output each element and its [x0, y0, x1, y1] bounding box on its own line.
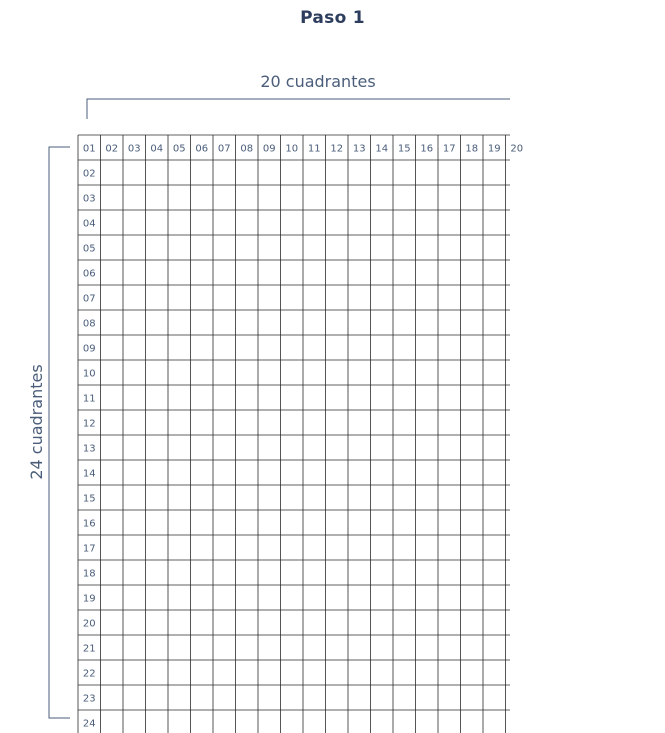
- row-headers: [83, 169, 96, 730]
- row-header-label: 20: [82, 618, 96, 630]
- column-header-label: 04: [150, 143, 164, 155]
- column-header-label: 05: [172, 143, 186, 155]
- row-header-label: 18: [82, 568, 96, 580]
- column-header-label: 13: [352, 143, 366, 155]
- column-header-label: 11: [307, 143, 321, 155]
- row-header-label: 19: [82, 593, 96, 605]
- row-header-label: 23: [82, 693, 96, 705]
- row-header-label: 12: [82, 418, 96, 430]
- rows-count-label: 24 cuadrantes: [27, 364, 46, 480]
- column-header-label: 06: [195, 143, 209, 155]
- column-header-label: 08: [240, 143, 254, 155]
- row-header-label: 06: [82, 268, 96, 280]
- row-header-label: 02: [82, 168, 96, 180]
- column-header-label: 15: [397, 143, 411, 155]
- column-header-label: 07: [217, 143, 231, 155]
- row-header-label: 13: [82, 443, 96, 455]
- row-header-label: 16: [82, 518, 96, 530]
- column-header-label: 16: [420, 143, 434, 155]
- row-header-label: 14: [82, 468, 96, 480]
- dimension-brackets: [27, 72, 510, 718]
- row-header-label: 24: [82, 718, 96, 730]
- row-header-label: 21: [82, 643, 96, 655]
- top-bracket: [87, 99, 510, 119]
- column-header-label: 09: [262, 143, 276, 155]
- columns-count-label: 20 cuadrantes: [260, 72, 376, 91]
- row-header-label: 09: [82, 343, 96, 355]
- column-header-label: 10: [285, 143, 299, 155]
- row-header-label: 08: [82, 318, 96, 330]
- column-header-label: 02: [105, 143, 119, 155]
- row-header-label: 04: [82, 218, 96, 230]
- row-header-label: 15: [82, 493, 96, 505]
- page-title: Paso 1: [300, 8, 365, 28]
- grid-lines: [78, 135, 510, 733]
- row-header-label: 10: [82, 368, 96, 380]
- column-header-label: 12: [330, 143, 344, 155]
- column-header-label: 14: [375, 143, 389, 155]
- column-header-label: 18: [465, 143, 479, 155]
- row-header-label: 07: [82, 293, 96, 305]
- column-header-label: 03: [127, 143, 141, 155]
- column-header-label: 20: [510, 143, 524, 155]
- row-header-label: 17: [82, 543, 96, 555]
- side-bracket: [49, 147, 70, 718]
- column-header-label: 01: [82, 143, 96, 155]
- row-header-label: 05: [82, 243, 96, 255]
- row-header-label: 11: [82, 393, 96, 405]
- column-header-label: 19: [487, 143, 501, 155]
- row-header-label: 03: [82, 193, 96, 205]
- column-header-label: 17: [442, 143, 456, 155]
- row-header-label: 22: [82, 668, 96, 680]
